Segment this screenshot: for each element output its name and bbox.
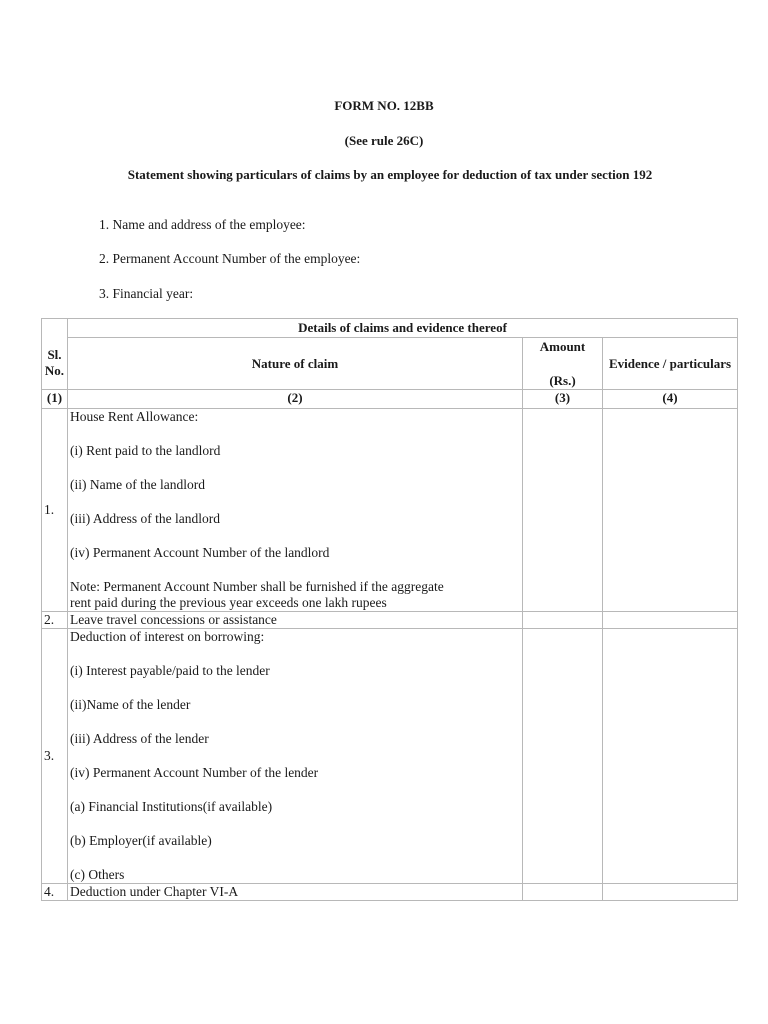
row-line: (b) Employer(if available): [70, 833, 212, 848]
row-line: (ii) Name of the landlord: [70, 477, 205, 492]
table-row: [42, 409, 738, 612]
header-evidence: Evidence / particulars: [603, 338, 738, 390]
row-line: (ii)Name of the lender: [70, 697, 191, 712]
rule-reference: (See rule 26C): [344, 133, 424, 148]
row-nature-cell: [68, 409, 523, 612]
table-row: [42, 884, 738, 901]
row-sl-no: 4.: [42, 884, 68, 901]
row-line: Deduction under Chapter VI-A: [70, 884, 239, 899]
header-blank: [42, 319, 68, 338]
field-employee-name-address: 1. Name and address of the employee:: [99, 217, 306, 232]
field-employee-pan: 2. Permanent Account Number of the employee:: [99, 251, 361, 266]
row-line: (iv) Permanent Account Number of the landlord: [70, 545, 330, 560]
row-sl-no: 1.: [42, 409, 68, 612]
header-amount: [523, 338, 603, 390]
column-number: (3): [523, 390, 603, 409]
amount-cell[interactable]: [523, 884, 603, 901]
table-caption: Details of claims and evidence thereof: [68, 319, 738, 338]
row-line: (i) Interest payable/paid to the lender: [70, 663, 270, 678]
row-line: House Rent Allowance:: [70, 409, 199, 424]
row-line: (iv) Permanent Account Number of the lender: [70, 765, 319, 780]
statement-heading: Statement showing particulars of claims by an employee for deduction of tax under section 192: [127, 167, 653, 182]
evidence-cell[interactable]: [603, 612, 738, 629]
row-line: Deduction of interest on borrowing:: [70, 629, 265, 644]
row-line: (c) Others: [70, 867, 125, 882]
row-line: (a) Financial Institutions(if available): [70, 799, 273, 814]
amount-cell[interactable]: [523, 612, 603, 629]
row-sl-no: 2.: [42, 612, 68, 629]
header-sl-no: Sl. No.: [42, 338, 68, 390]
row-note: Note: Permanent Account Number shall be furnished if the aggregate: [70, 579, 444, 594]
row-sl-no: 3.: [42, 629, 68, 884]
column-number: (4): [603, 390, 738, 409]
row-nature-cell: [68, 612, 523, 629]
column-number: (1): [42, 390, 68, 409]
row-line: (i) Rent paid to the landlord: [70, 443, 221, 458]
row-line: (iii) Address of the lender: [70, 731, 209, 746]
field-financial-year: 3. Financial year:: [99, 286, 194, 301]
header-amount-unit: (Rs.): [549, 372, 576, 388]
table-row: [42, 629, 738, 884]
table-row: [42, 612, 738, 629]
evidence-cell[interactable]: [603, 409, 738, 612]
evidence-cell[interactable]: [603, 884, 738, 901]
amount-cell[interactable]: [523, 629, 603, 884]
header-nature-of-claim: Nature of claim: [68, 338, 523, 390]
row-nature-cell: [68, 629, 523, 884]
row-note: rent paid during the previous year exceeds one lakh rupees: [70, 595, 387, 610]
row-line: Leave travel concessions or assistance: [70, 612, 277, 627]
amount-cell[interactable]: [523, 409, 603, 612]
header-amount-label: Amount: [539, 338, 586, 354]
column-number: (2): [68, 390, 523, 409]
row-line: (iii) Address of the landlord: [70, 511, 220, 526]
evidence-cell[interactable]: [603, 629, 738, 884]
form-title: FORM NO. 12BB: [334, 98, 434, 113]
claims-table: [41, 318, 738, 901]
row-nature-cell: [68, 884, 523, 901]
